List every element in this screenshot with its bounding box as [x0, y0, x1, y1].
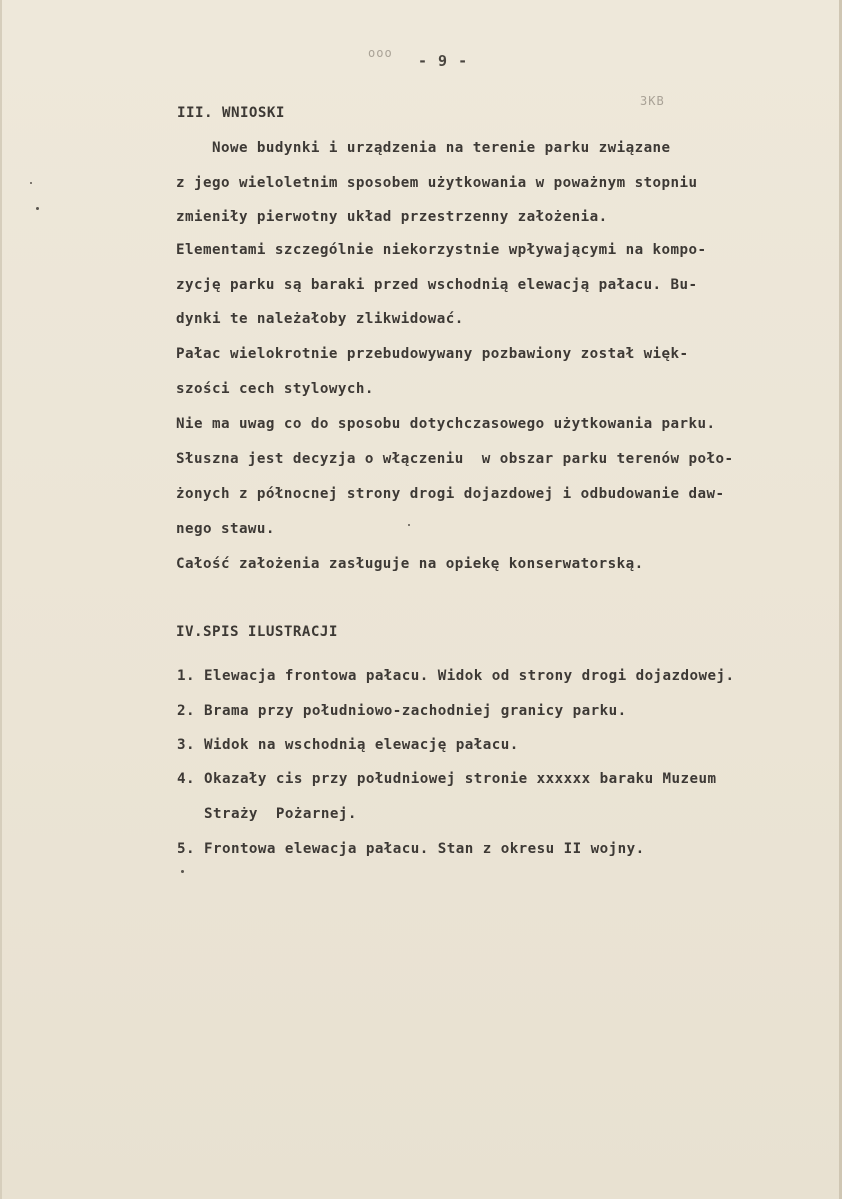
illustration-list-item: 3. Widok na wschodnią elewację pałacu.: [177, 737, 519, 753]
faint-stamp-mark: ЗКВ: [640, 94, 665, 108]
conclusion-line: zmieniły pierwotny układ przestrzenny założenia.: [176, 209, 608, 225]
conclusion-line: Pałac wielokrotnie przebudowywany pozbawiony został więk-: [176, 346, 689, 362]
page-number: - 9 -: [418, 52, 469, 70]
conclusion-line: Elementami szczególnie niekorzystnie wpływającymi na kompo-: [176, 242, 707, 258]
page-left-edge: [0, 0, 2, 1199]
conclusion-line: Słuszna jest decyzja o włączeniu w obszar parku terenów poło-: [176, 451, 734, 467]
conclusion-line: nego stawu.: [176, 521, 275, 537]
paper-speck: [408, 524, 410, 526]
illustration-list-item: 4. Okazały cis przy południowej stronie xxxxxx baraku Muzeum: [177, 771, 717, 787]
conclusion-line: Nie ma uwag co do sposobu dotychczasowego użytkowania parku.: [176, 416, 716, 432]
illustration-list-item: 2. Brama przy południowo-zachodniej granicy parku.: [177, 703, 627, 719]
section-heading-conclusions: III. WNIOSKI: [177, 105, 285, 121]
conclusion-line: szości cech stylowych.: [176, 381, 374, 397]
illustration-list-item: 5. Frontowa elewacja pałacu. Stan z okresu II wojny.: [177, 841, 645, 857]
paper-speck: [36, 207, 39, 210]
conclusion-line: dynki te należałoby zlikwidować.: [176, 311, 464, 327]
conclusion-line: żonych z północnej strony drogi dojazdowej i odbudowanie daw-: [176, 486, 725, 502]
conclusion-line: Całość założenia zasługuje na opiekę konserwatorską.: [176, 556, 644, 572]
faint-mark-top: ооо: [368, 46, 393, 60]
paper-speck: [30, 182, 32, 184]
conclusion-line: zycję parku są baraki przed wschodnią elewacją pałacu. Bu-: [176, 277, 698, 293]
section-heading-illustrations: IV.SPIS ILUSTRACJI: [176, 624, 338, 640]
conclusion-line: z jego wieloletnim sposobem użytkowania w poważnym stopniu: [176, 175, 698, 191]
paper-speck: [181, 870, 184, 873]
conclusion-line: Nowe budynki i urządzenia na terenie parku związane: [176, 140, 671, 156]
illustration-list-item-continuation: Straży Pożarnej.: [177, 806, 357, 822]
illustration-list-item: 1. Elewacja frontowa pałacu. Widok od strony drogi dojazdowej.: [177, 668, 735, 684]
